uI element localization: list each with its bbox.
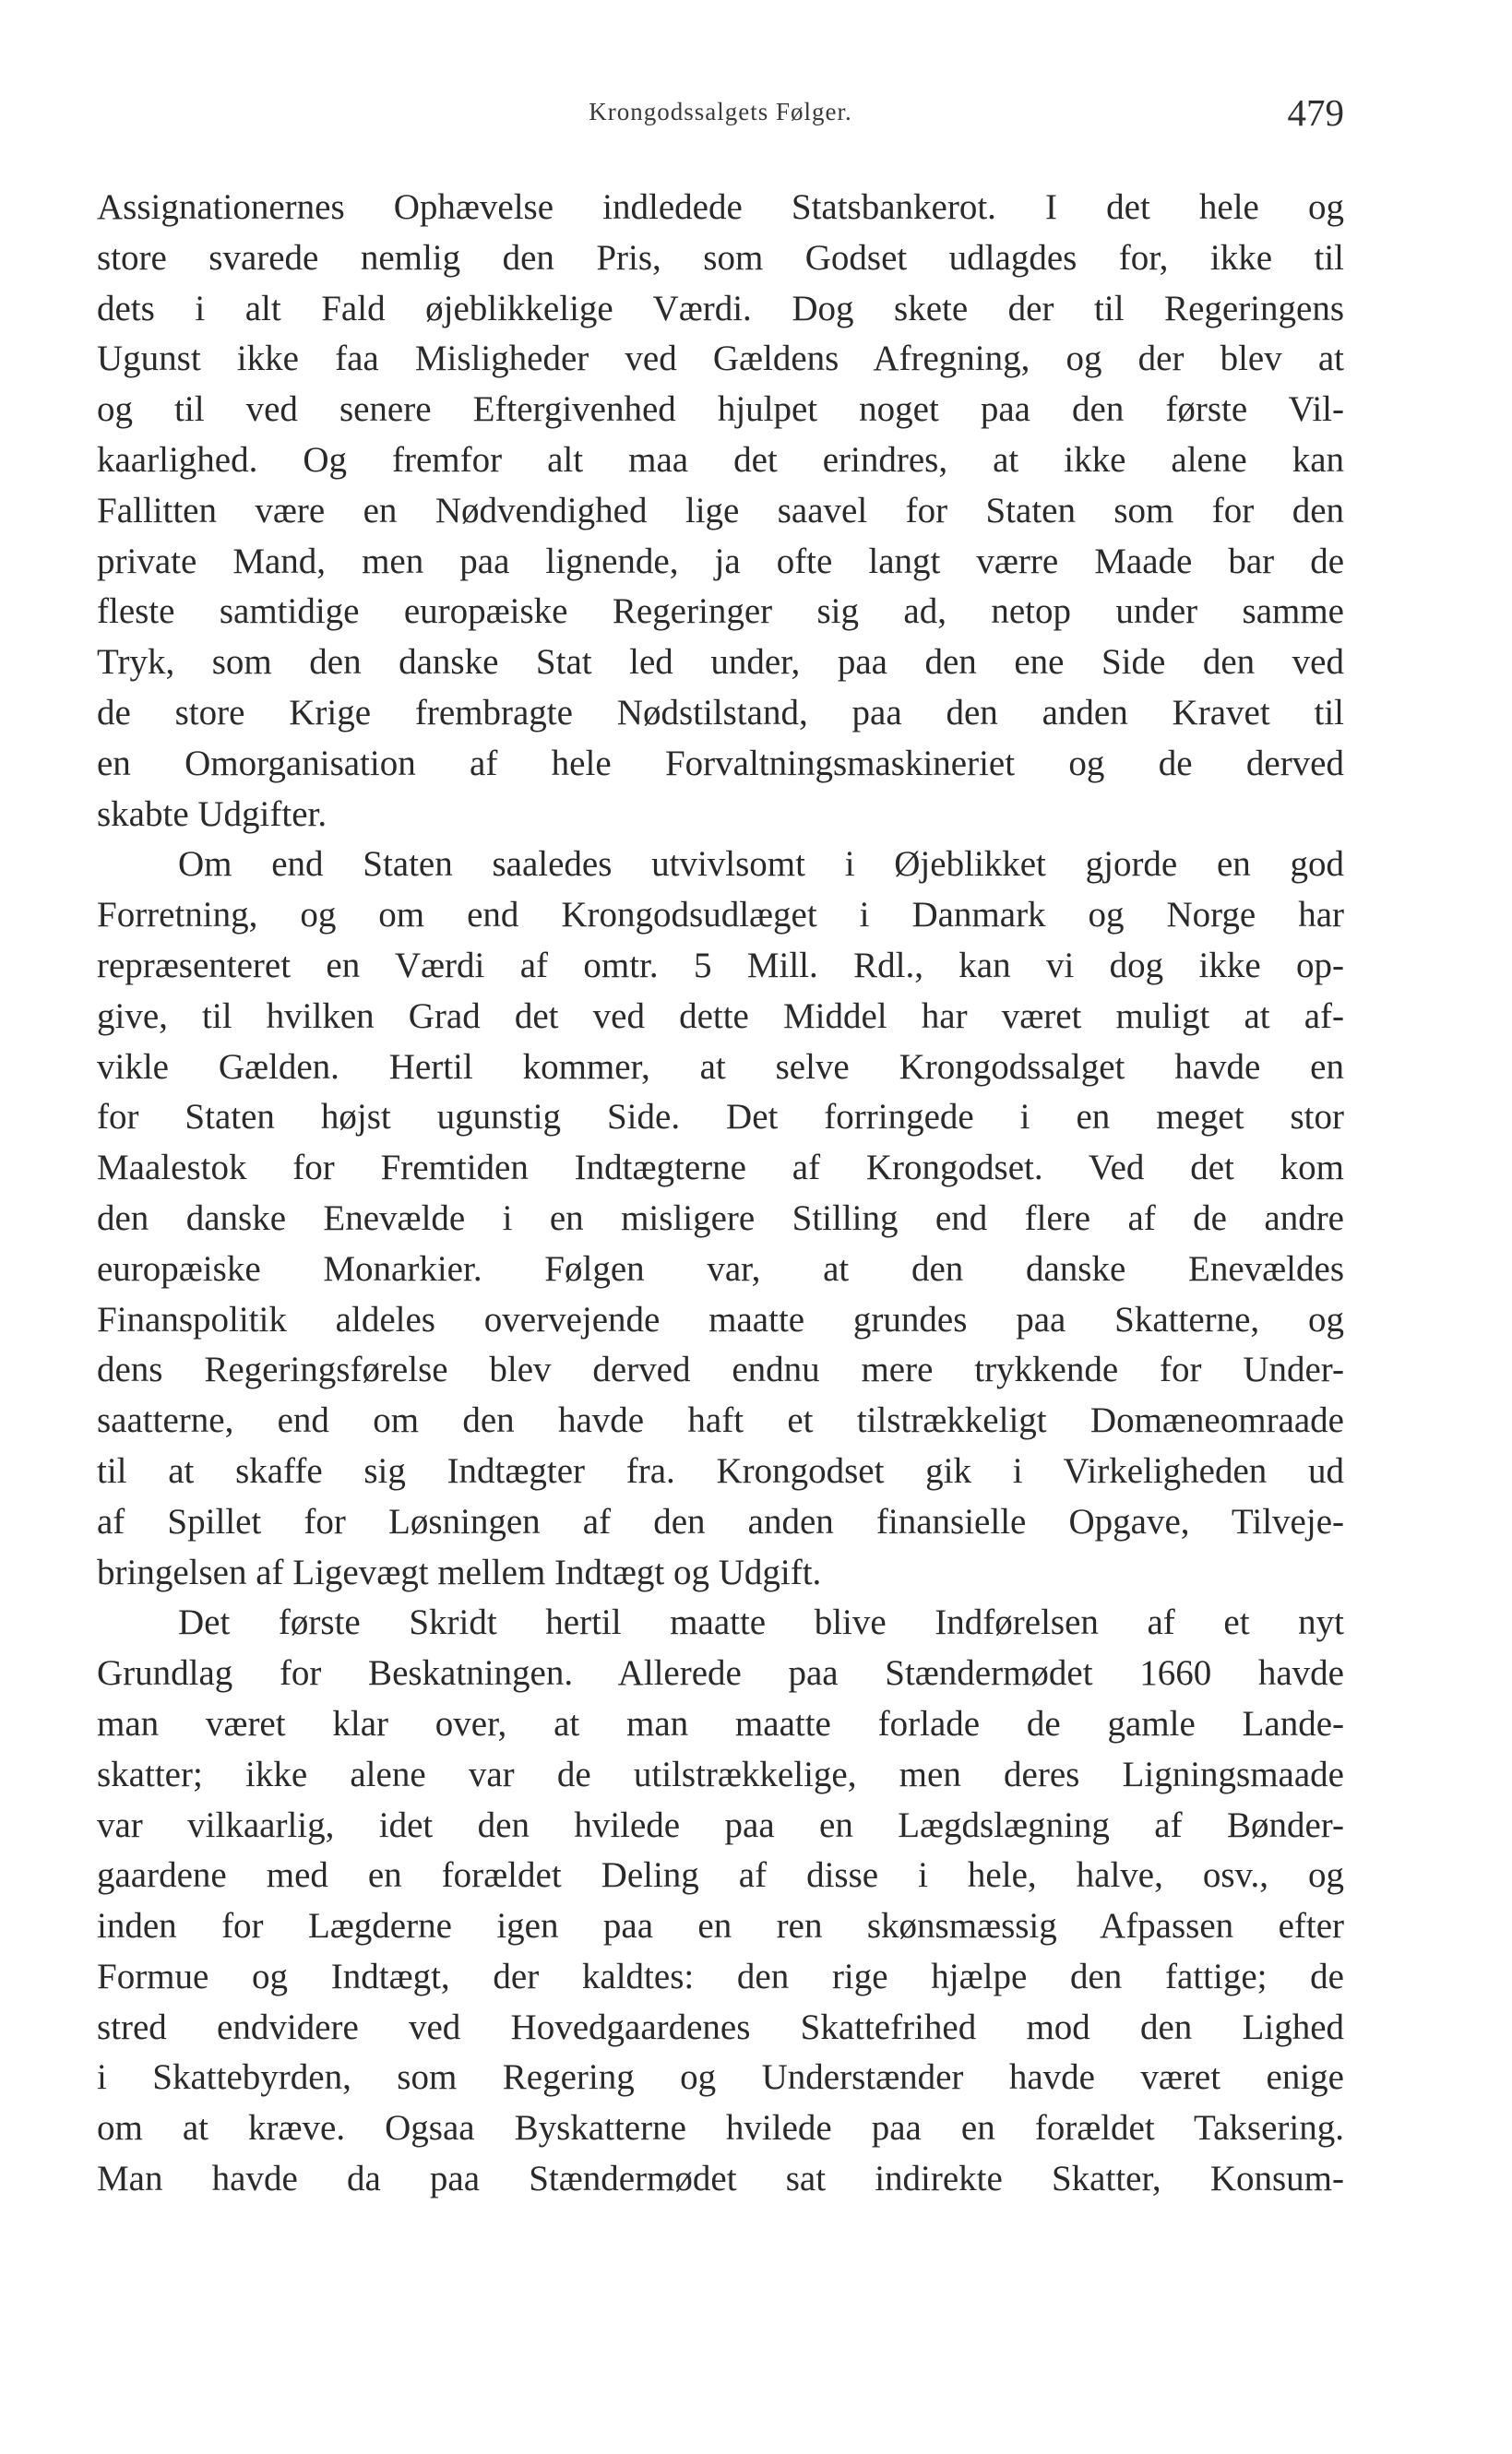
paragraph-3 [97,1598,1344,2205]
paragraph-1 [97,183,1344,840]
text-line: Maalestok for Fremtiden Indtægterne af Krongodset. Ved det kom [97,1148,1344,1188]
text-line: Fallitten være en Nødvendighed lige saavel for Staten som for den [97,490,1344,530]
text-line: af Spillet for Løsningen af den anden finansielle Opgave, Tilveje- [97,1501,1344,1542]
text-line: Tryk, som den danske Stat led under, paa den ene Side den ved [97,642,1344,683]
text-line: de store Krige frembragte Nødstilstand, paa den anden Kravet til [97,692,1344,733]
text-line: og til ved senere Eftergivenhed hjulpet noget paa den første Vil- [97,389,1344,430]
text-line: vikle Gælden. Hertil kommer, at selve Krongodssalget havde en [97,1046,1344,1087]
text-line: store svarede nemlig den Pris, som Godset udlagdes for, ikke til [97,237,1344,278]
text-line: Grundlag for Beskatningen. Allerede paa Stændermødet 1660 havde [97,1653,1344,1694]
text-line: bringelsen af Ligevægt mellem Indtægt og Udgift. [97,1552,822,1592]
text-line: Ugunst ikke faa Misligheder ved Gældens Afregning, og der blev at [97,339,1344,379]
body-text [97,183,1344,2205]
text-line: for Staten højst ugunstig Side. Det forringede i en meget stor [97,1097,1344,1138]
text-line: til at skaffe sig Indtægter fra. Krongodset gik i Virkeligheden ud [97,1450,1344,1491]
text-line: dets i alt Fald øjeblikkelige Værdi. Dog skete der til Regeringens [97,288,1344,328]
text-line: Det første Skridt hertil maatte blive Indførelsen af et nyt [178,1602,1344,1643]
page-number: 479 [1287,91,1344,134]
text-line: stred endvidere ved Hovedgaardenes Skattefrihed mod den Lighed [97,2007,1344,2047]
running-title: Krongodssalgets Følger. [589,98,852,125]
text-line: Assignationernes Ophævelse indledede Statsbankerot. I det hele og [97,187,1344,227]
text-line: var vilkaarlig, idet den hvilede paa en Lægdslægning af Bønder- [97,1805,1344,1845]
text-line: fleste samtidige europæiske Regeringer sig ad, netop under samme [97,591,1344,632]
text-line: den danske Enevælde i en misligere Stilling end flere af de andre [97,1197,1344,1238]
text-line: Om end Staten saaledes utvivlsomt i Øjeblikket gjorde en god [178,844,1344,885]
text-line: skatter; ikke alene var de utilstrækkelige, men deres Ligningsmaade [97,1754,1344,1794]
text-line: i Skattebyrden, som Regering og Understænder havde været enige [97,2057,1344,2098]
text-line: give, til hvilken Grad det ved dette Middel har været muligt at af- [97,995,1344,1036]
text-line: kaarlighed. Og fremfor alt maa det erindres, at ikke alene kan [97,439,1344,480]
text-line: Formue og Indtægt, der kaldtes: den rige hjælpe den fattige; de [97,1956,1344,1996]
text-line: europæiske Monarkier. Følgen var, at den danske Enevældes [97,1248,1344,1289]
paragraph-2 [97,840,1344,1598]
running-head [97,90,1344,146]
text-line: saatterne, end om den havde haft et tilstrækkeligt Domæneomraade [97,1400,1344,1441]
text-line: skabte Udgifter. [97,793,327,834]
text-line: Man havde da paa Stændermødet sat indirekte Skatter, Konsum- [97,2159,1344,2199]
text-line: dens Regeringsførelse blev derved endnu mere trykkende for Under- [97,1350,1344,1390]
text-line: man været klar over, at man maatte forlade de gamle Lande- [97,1703,1344,1744]
text-line: repræsenteret en Værdi af omtr. 5 Mill. Rdl., kan vi dog ikke op- [97,945,1344,985]
text-line: om at kræve. Ogsaa Byskatterne hvilede paa en forældet Taksering. [97,2108,1344,2149]
text-line: en Omorganisation af hele Forvaltningsmaskineriet og de derved [97,743,1344,783]
text-line: Finanspolitik aldeles overvejende maatte grundes paa Skatterne, og [97,1299,1344,1340]
text-line: private Mand, men paa lignende, ja ofte langt værre Maade bar de [97,541,1344,581]
text-line: gaardene med en forældet Deling af disse i hele, halve, osv., og [97,1855,1344,1896]
text-line: Forretning, og om end Krongodsudlæget i Danmark og Norge har [97,895,1344,935]
text-line: inden for Lægderne igen paa en ren skønsmæssig Afpassen efter [97,1906,1344,1947]
